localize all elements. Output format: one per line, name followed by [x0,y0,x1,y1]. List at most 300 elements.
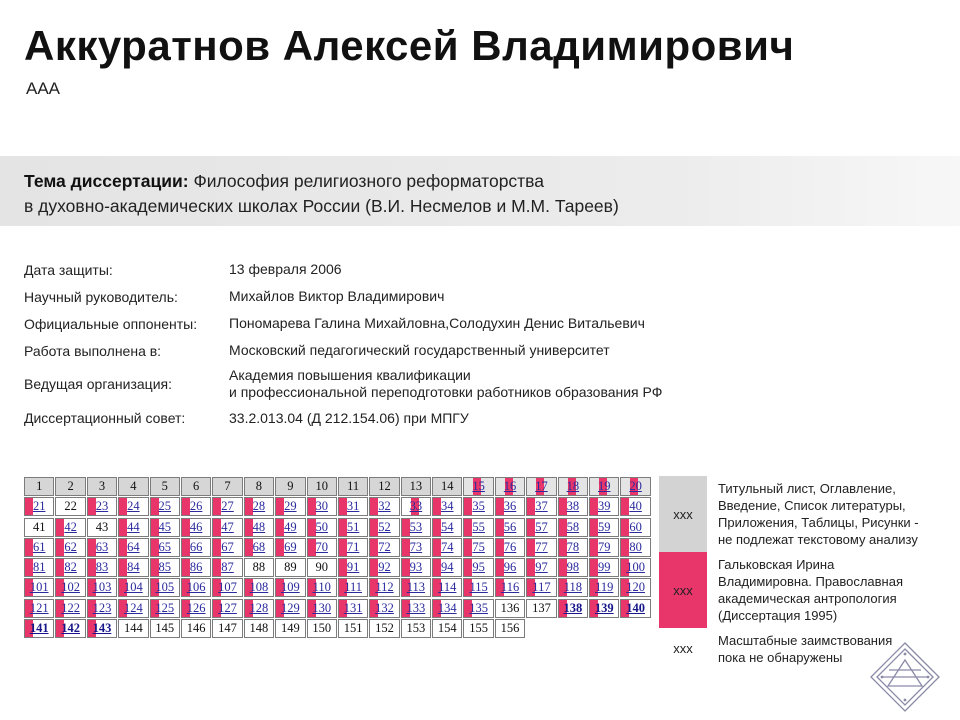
page-number: 66 [189,539,203,554]
page-number: 65 [158,539,171,554]
page-cell-4[interactable] [118,477,148,496]
meta-label: Научный руководитель: [24,288,178,305]
page-cell-69[interactable] [275,538,305,557]
page-cell-137[interactable] [526,599,556,618]
match-bar [88,498,96,515]
page-cell-146[interactable] [181,619,211,638]
page-number: 40 [629,499,642,514]
page-cell-124[interactable] [118,599,148,618]
legend-line: Масштабные заимствования [718,633,893,648]
page-cell-119[interactable] [589,578,619,597]
page-cell-8[interactable] [244,477,274,496]
match-bar [590,498,598,515]
page-number: 100 [626,560,645,575]
meta-value: 13 февраля 2006 [229,261,342,277]
page-cell-31[interactable] [338,497,368,516]
match-bar [151,539,159,556]
page-cell-130[interactable] [307,599,337,618]
page-cell-145[interactable] [150,619,180,638]
match-bar [182,559,190,576]
page-cell-26[interactable] [181,497,211,516]
page-cell-117[interactable] [526,578,556,597]
page-cell-19[interactable] [589,477,619,496]
page-number: 14 [441,479,454,493]
page-cell-84[interactable] [118,558,148,577]
page-cell-17[interactable] [526,477,556,496]
page-cell-29[interactable] [275,497,305,516]
page-cell-67[interactable] [212,538,242,557]
page-cell-77[interactable] [526,538,556,557]
page-cell-35[interactable] [463,497,493,516]
topic-line-1: Философия религиозного реформаторства [193,171,545,191]
page-cell-63[interactable] [87,538,117,557]
page-number: 88 [252,560,266,575]
page-number: 52 [378,519,391,534]
page-cell-113[interactable] [401,578,431,597]
page-cell-61[interactable] [24,538,54,557]
page-cell-101[interactable] [24,578,54,597]
page-number: 2 [67,479,74,493]
meta-value: Михайлов Виктор Владимирович [229,288,445,304]
match-bar [276,519,284,536]
match-bar [245,539,253,556]
match-bar [151,559,159,576]
page-number: 121 [29,600,49,615]
page-number: 132 [375,600,394,615]
match-bar [339,559,347,576]
page-cell-33[interactable] [401,497,431,516]
page-cell-96[interactable] [495,558,525,577]
page-cell-40[interactable] [620,497,650,516]
meta-value-multiline [229,367,744,401]
page-cell-41[interactable] [24,518,54,537]
page-cell-149[interactable] [275,619,305,638]
page-cell-141[interactable] [24,619,54,638]
page-number: 74 [441,539,454,554]
page-cell-45[interactable] [150,518,180,537]
page-cell-83[interactable] [87,558,117,577]
page-number: 107 [218,580,237,595]
page-cell-70[interactable] [307,538,337,557]
page-cell-110[interactable] [307,578,337,597]
page-number: 28 [252,499,266,514]
page-cell-9[interactable] [275,477,305,496]
page-number: 136 [500,600,520,615]
page-cell-109[interactable] [275,578,305,597]
page-cell-122[interactable] [55,599,85,618]
page-number: 81 [32,560,46,575]
page-number: 97 [535,560,548,575]
page-cell-12[interactable] [369,477,399,496]
page-cell-150[interactable] [307,619,337,638]
page-cell-79[interactable] [589,538,619,557]
match-bar [433,539,441,556]
page-cell-22[interactable] [55,497,85,516]
page-cell-47[interactable] [212,518,242,537]
page-cell-42[interactable] [55,518,85,537]
match-bar [433,559,441,576]
page-cell-131[interactable] [338,599,368,618]
page-number: 126 [186,600,206,615]
match-bar [590,539,598,556]
page-number: 80 [629,539,642,554]
page-cell-99[interactable] [589,558,619,577]
page-number: 15 [472,479,485,493]
match-bar [245,498,253,515]
match-bar [402,519,410,536]
legend-line: Владимировна. Православная [718,574,903,589]
meta-row-advisor [24,283,744,310]
page-number: 53 [409,519,423,534]
author-initials: ААА [26,79,61,98]
page-cell-38[interactable] [558,497,588,516]
legend-swatch-white: ххх [659,628,707,668]
page-number: 20 [629,479,642,493]
page-number: 120 [626,580,645,595]
page-cell-50[interactable] [307,518,337,537]
meta-label: Официальные оппоненты: [24,315,198,332]
page-number: 144 [123,621,143,636]
page-cell-15[interactable] [463,477,493,496]
page-number: 131 [343,600,363,615]
page-cell-93[interactable] [401,558,431,577]
legend-swatch-red: ххх [659,552,707,628]
page-cell-6[interactable] [181,477,211,496]
page-cell-34[interactable] [432,497,462,516]
page-number: 115 [469,580,488,595]
page-number: 42 [64,519,77,534]
page-number: 155 [469,621,489,636]
page-cell-136[interactable] [495,599,525,618]
page-number: 21 [32,499,46,514]
page-cell-81[interactable] [24,558,54,577]
page-cell-144[interactable] [118,619,148,638]
page-cell-107[interactable] [212,578,242,597]
legend-line: Гальковская Ирина [718,557,835,572]
page-cell-106[interactable] [181,578,211,597]
page-cell-7[interactable] [212,477,242,496]
match-bar [339,519,347,536]
page-cell-143[interactable] [87,619,117,638]
page-number: 76 [503,539,517,554]
legend-text [718,480,919,552]
page-cell-32[interactable] [369,497,399,516]
page-cell-98[interactable] [558,558,588,577]
page-cell-68[interactable] [244,538,274,557]
page-cell-154[interactable] [432,619,462,638]
page-cell-3[interactable] [87,477,117,496]
page-number: 134 [437,600,457,615]
page-number: 75 [472,539,485,554]
match-bar [496,498,504,515]
page-cell-20[interactable] [620,477,650,496]
page-cell-125[interactable] [150,599,180,618]
meta-row-institution [24,337,744,364]
page-number: 91 [346,560,360,575]
page-cell-155[interactable] [463,619,493,638]
page-number: 10 [315,479,328,493]
page-cell-94[interactable] [432,558,462,577]
page-number: 114 [438,580,457,595]
page-number: 27 [221,499,234,514]
page-cell-118[interactable] [558,578,588,597]
page-cell-108[interactable] [244,578,274,597]
page-number: 47 [221,519,234,534]
page-cell-92[interactable] [369,558,399,577]
meta-row-defense-date [24,256,744,283]
page-cell-100[interactable] [620,558,650,577]
page-cell-30[interactable] [307,497,337,516]
page-cell-21[interactable] [24,497,54,516]
page-cell-89[interactable] [275,558,305,577]
page-cell-114[interactable] [432,578,462,597]
page-cell-27[interactable] [212,497,242,516]
page-cell-72[interactable] [369,538,399,557]
page-cell-97[interactable] [526,558,556,577]
page-cell-152[interactable] [369,619,399,638]
page-cell-60[interactable] [620,518,650,537]
page-number: 122 [61,600,80,615]
page-cell-132[interactable] [369,599,399,618]
match-bar [402,539,410,556]
page-cell-18[interactable] [558,477,588,496]
meta-label: Ведущая организация: [24,376,172,392]
page-number: 23 [95,499,109,514]
topic-line-2: в духовно-академических школах России (В.И. Несмелов и М.М. Тареев) [24,196,619,216]
page-cell-120[interactable] [620,578,650,597]
page-number: 151 [343,621,363,636]
page-number: 19 [597,479,611,493]
page-number: 29 [284,499,297,514]
page-number: 41 [32,519,46,534]
page-cell-28[interactable] [244,497,274,516]
page-cell-138[interactable] [558,599,588,618]
page-cell-112[interactable] [369,578,399,597]
legend-text [718,556,903,628]
page-cell-73[interactable] [401,538,431,557]
page-number: 51 [346,519,360,534]
page-number: 138 [563,600,583,615]
page-number: 113 [406,580,426,595]
match-bar [559,519,567,536]
page-number: 55 [472,519,485,534]
page-cell-55[interactable] [463,518,493,537]
page-cell-10[interactable] [307,477,337,496]
page-cell-147[interactable] [212,619,242,638]
author-name: Аккуратнов Алексей Владимирович [24,22,795,69]
page-cell-105[interactable] [150,578,180,597]
dissertation-meta [24,256,744,432]
page-number: 141 [29,621,49,636]
page-cell-75[interactable] [463,538,493,557]
page-number: 59 [597,519,611,534]
match-bar [25,539,33,556]
page-number: 108 [249,580,269,595]
page-cell-78[interactable] [558,538,588,557]
page-number: 48 [252,519,266,534]
page-cell-51[interactable] [338,518,368,537]
page-cell-46[interactable] [181,518,211,537]
page-cell-140[interactable] [620,599,650,618]
page-cell-116[interactable] [495,578,525,597]
page-cell-5[interactable] [150,477,180,496]
page-number: 116 [500,580,520,595]
page-cell-36[interactable] [495,497,525,516]
page-cell-16[interactable] [495,477,525,496]
page-cell-91[interactable] [338,558,368,577]
page-cell-82[interactable] [55,558,85,577]
page-cell-129[interactable] [275,599,305,618]
legend-row-excluded [659,476,949,552]
match-bar [245,519,253,536]
page-number: 24 [127,499,140,514]
page-cell-103[interactable] [87,578,117,597]
page-number: 62 [64,539,77,554]
page-cell-43[interactable] [87,518,117,537]
page-number: 148 [249,621,269,636]
page-cell-139[interactable] [589,599,619,618]
page-cell-65[interactable] [150,538,180,557]
page-cell-135[interactable] [463,599,493,618]
page-number: 119 [595,580,614,595]
page-number: 69 [284,539,297,554]
page-cell-134[interactable] [432,599,462,618]
page-cell-58[interactable] [558,518,588,537]
page-number: 73 [409,539,423,554]
legend-text [718,632,892,668]
match-bar [590,559,598,576]
page-number: 26 [189,499,203,514]
page-cell-48[interactable] [244,518,274,537]
page-cell-25[interactable] [150,497,180,516]
legend-row-source [659,552,949,628]
page-number: 78 [566,539,580,554]
page-cell-123[interactable] [87,599,117,618]
page-cell-2[interactable] [55,477,85,496]
page-cell-64[interactable] [118,538,148,557]
page-cell-57[interactable] [526,518,556,537]
page-number: 143 [92,621,112,636]
legend-line: Титульный лист, Оглавление, [718,481,896,496]
page-cell-128[interactable] [244,599,274,618]
page-number: 152 [375,621,394,636]
page-cell-13[interactable] [401,477,431,496]
page-cell-115[interactable] [463,578,493,597]
page-number: 98 [566,560,580,575]
page-cell-104[interactable] [118,578,148,597]
page-cell-86[interactable] [181,558,211,577]
page-cell-44[interactable] [118,518,148,537]
page-cell-62[interactable] [55,538,85,557]
page-number: 129 [280,600,300,615]
page-cell-148[interactable] [244,619,274,638]
page-cell-71[interactable] [338,538,368,557]
page-cell-14[interactable] [432,477,462,496]
page-cell-59[interactable] [589,518,619,537]
page-number: 153 [406,621,426,636]
page-number: 140 [626,600,645,615]
page-cell-66[interactable] [181,538,211,557]
page-number: 7 [224,479,231,493]
page-cell-11[interactable] [338,477,368,496]
page-number: 156 [500,621,520,636]
page-cell-95[interactable] [463,558,493,577]
page-cell-23[interactable] [87,497,117,516]
page-number: 147 [218,621,237,636]
page-number: 44 [127,519,140,534]
page-cell-76[interactable] [495,538,525,557]
match-bar [119,498,127,515]
page-number: 50 [315,519,328,534]
page-cell-1[interactable] [24,477,54,496]
page-number: 92 [378,560,391,575]
page-number: 139 [594,600,614,615]
legend-swatch-gray: ххх [659,476,707,552]
page-cell-127[interactable] [212,599,242,618]
page-cell-49[interactable] [275,518,305,537]
page-cell-53[interactable] [401,518,431,537]
page-cell-111[interactable] [338,578,368,597]
page-cell-90[interactable] [307,558,337,577]
page-cell-74[interactable] [432,538,462,557]
page-number: 154 [437,621,457,636]
page-number: 34 [441,499,454,514]
page-cell-126[interactable] [181,599,211,618]
match-bar [433,498,441,515]
page-cell-151[interactable] [338,619,368,638]
page-number: 112 [375,580,394,595]
page-cell-80[interactable] [620,538,650,557]
page-number: 124 [123,600,143,615]
page-cell-39[interactable] [589,497,619,516]
page-cell-102[interactable] [55,578,85,597]
page-cell-24[interactable] [118,497,148,516]
page-cell-37[interactable] [526,497,556,516]
page-number: 117 [532,580,551,595]
match-bar [339,498,347,515]
page-cell-133[interactable] [401,599,431,618]
page-number: 94 [441,560,454,575]
page-number: 64 [127,539,140,554]
page-cell-121[interactable] [24,599,54,618]
page-cell-87[interactable] [212,558,242,577]
legend-line: (Диссертация 1995) [718,608,838,623]
meta-label: Диссертационный совет: [24,410,186,426]
match-bar [496,559,504,576]
page-cell-54[interactable] [432,518,462,537]
page-number: 22 [64,499,77,514]
page-number: 71 [346,539,360,554]
page-number: 149 [280,621,300,636]
page-number: 60 [629,519,642,534]
page-number: 33 [409,499,423,514]
page-cell-142[interactable] [55,619,85,638]
meta-value: Пономарева Галина Михайловна,Солодухин Денис Витальевич [229,315,645,331]
page-cell-88[interactable] [244,558,274,577]
page-number: 137 [532,600,551,615]
page-cell-52[interactable] [369,518,399,537]
match-bar [88,539,96,556]
page-number: 54 [441,519,454,534]
page-number: 85 [158,560,171,575]
page-cell-156[interactable] [495,619,525,638]
page-cell-85[interactable] [150,558,180,577]
page-cell-153[interactable] [401,619,431,638]
page-cell-56[interactable] [495,518,525,537]
page-number: 77 [535,539,548,554]
page-number: 46 [189,519,203,534]
page-number: 84 [127,560,140,575]
